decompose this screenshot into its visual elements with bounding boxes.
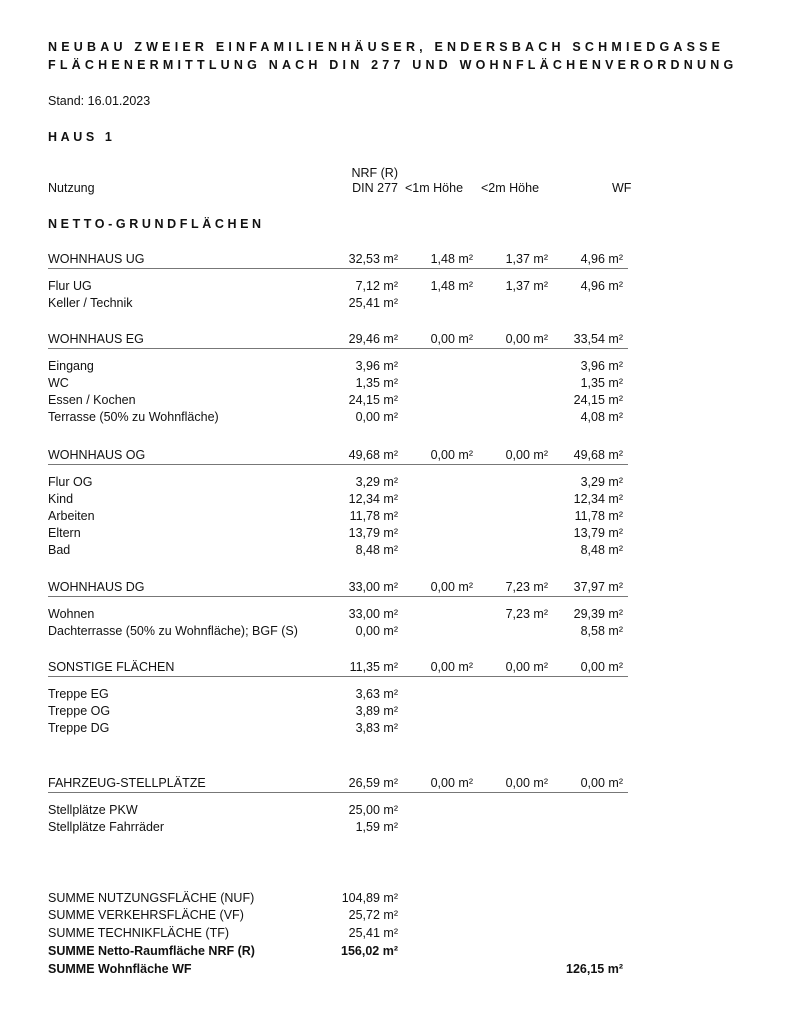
summary-cell-nrf: 156,02 m² — [341, 944, 398, 958]
item-row — [48, 542, 628, 559]
summary-cell-name: SUMME Wohnfläche WF — [48, 962, 192, 976]
item-cell-wf: 1,35 m² — [580, 376, 623, 390]
item-cell-name: Keller / Technik — [48, 296, 133, 310]
item-cell-nrf: 33,00 m² — [348, 607, 398, 621]
item-cell-name: Wohnen — [48, 607, 95, 621]
item-cell-nrf: 12,34 m² — [348, 492, 398, 506]
group-cell-name: WOHNHAUS OG — [48, 448, 146, 462]
item-cell-nrf: 3,96 m² — [355, 359, 398, 373]
group-cell-nrf: 33,00 m² — [348, 580, 398, 594]
group-cell-lt1m: 0,00 m² — [430, 660, 473, 674]
column-header-wf: WF — [612, 181, 632, 195]
section-title: NETTO-GRUNDFLÄCHEN — [48, 217, 265, 231]
item-cell-wf: 3,96 m² — [580, 359, 623, 373]
item-cell-wf: 13,79 m² — [573, 526, 623, 540]
item-cell-wf: 3,29 m² — [580, 475, 623, 489]
group-cell-lt1m: 0,00 m² — [430, 580, 473, 594]
summary-row — [48, 890, 628, 907]
summary-cell-nrf: 25,72 m² — [348, 908, 398, 922]
item-cell-wf: 12,34 m² — [573, 492, 623, 506]
summary-row — [48, 925, 628, 942]
summary-cell-wf: 126,15 m² — [566, 962, 623, 976]
item-row — [48, 491, 628, 508]
summary-cell-name: SUMME NUTZUNGSFLÄCHE (NUF) — [48, 891, 255, 905]
group-cell-lt2m: 1,37 m² — [505, 252, 548, 266]
group-cell-nrf: 26,59 m² — [348, 776, 398, 790]
summary-cell-name: SUMME VERKEHRSFLÄCHE (VF) — [48, 908, 244, 922]
group-cell-wf: 33,54 m² — [573, 332, 623, 346]
column-header-lt1m: <1m Höhe — [405, 181, 464, 195]
summary-cell-name: SUMME Netto-Raumfläche NRF (R) — [48, 944, 255, 958]
item-row — [48, 392, 628, 409]
group-cell-wf: 4,96 m² — [580, 252, 623, 266]
group-row — [48, 251, 628, 269]
item-cell-name: Arbeiten — [48, 509, 95, 523]
item-row — [48, 474, 628, 491]
group-cell-name: SONSTIGE FLÄCHEN — [48, 660, 175, 674]
item-cell-nrf: 0,00 m² — [355, 624, 398, 638]
column-header-nrf-line-2: DIN 277 — [352, 181, 398, 195]
group-row — [48, 579, 628, 597]
item-row — [48, 525, 628, 542]
item-row — [48, 295, 628, 312]
item-cell-nrf: 0,00 m² — [355, 410, 398, 424]
item-cell-nrf: 7,12 m² — [355, 279, 398, 293]
item-row — [48, 358, 628, 375]
item-cell-wf: 8,48 m² — [580, 543, 623, 557]
item-cell-nrf: 11,78 m² — [349, 509, 398, 523]
item-cell-wf: 24,15 m² — [573, 393, 623, 407]
item-row — [48, 278, 628, 295]
item-cell-nrf: 8,48 m² — [355, 543, 398, 557]
item-cell-name: Terrasse (50% zu Wohnfläche) — [48, 410, 219, 424]
group-cell-wf: 49,68 m² — [573, 448, 623, 462]
item-row — [48, 720, 628, 737]
group-cell-name: WOHNHAUS DG — [48, 580, 145, 594]
item-cell-nrf: 3,29 m² — [355, 475, 398, 489]
group-cell-nrf: 29,46 m² — [348, 332, 398, 346]
document-title-line-1: NEUBAU ZWEIER EINFAMILIENHÄUSER, ENDERSBACH SCHMIEDGASSE — [48, 40, 725, 54]
group-cell-name: FAHRZEUG-STELLPLÄTZE — [48, 776, 206, 790]
group-cell-lt1m: 0,00 m² — [430, 332, 473, 346]
group-cell-nrf: 49,68 m² — [348, 448, 398, 462]
item-cell-nrf: 3,83 m² — [355, 721, 398, 735]
summary-row — [48, 961, 628, 978]
item-cell-name: Stellplätze PKW — [48, 803, 138, 817]
summary-cell-name: SUMME TECHNIKFLÄCHE (TF) — [48, 926, 230, 940]
item-cell-lt2m: 1,37 m² — [505, 279, 548, 293]
item-cell-nrf: 1,59 m² — [355, 820, 398, 834]
item-row — [48, 686, 628, 703]
group-cell-lt2m: 0,00 m² — [505, 776, 548, 790]
summary-row — [48, 943, 628, 960]
item-cell-nrf: 3,63 m² — [355, 687, 398, 701]
group-cell-lt1m: 1,48 m² — [430, 252, 473, 266]
summary-row — [48, 907, 628, 924]
group-cell-name: WOHNHAUS UG — [48, 252, 145, 266]
item-cell-name: Treppe EG — [48, 687, 109, 701]
item-cell-wf: 8,58 m² — [580, 624, 623, 638]
item-cell-name: Eingang — [48, 359, 94, 373]
column-header-lt2m: <2m Höhe — [481, 181, 540, 195]
item-row — [48, 703, 628, 720]
item-row — [48, 623, 628, 640]
date-stamp: Stand: 16.01.2023 — [48, 94, 151, 108]
item-cell-name: Dachterrasse (50% zu Wohnfläche); BGF (S) — [48, 624, 298, 638]
summary-cell-nrf: 104,89 m² — [341, 891, 398, 905]
group-cell-lt2m: 7,23 m² — [505, 580, 548, 594]
item-cell-wf: 29,39 m² — [573, 607, 623, 621]
item-cell-nrf: 25,41 m² — [348, 296, 398, 310]
column-header-nrf-line-1: NRF (R) — [351, 166, 398, 180]
group-cell-wf: 0,00 m² — [580, 776, 623, 790]
group-row — [48, 447, 628, 465]
item-cell-nrf: 1,35 m² — [355, 376, 398, 390]
item-cell-nrf: 3,89 m² — [355, 704, 398, 718]
item-row — [48, 508, 628, 525]
item-cell-lt1m: 1,48 m² — [430, 279, 473, 293]
item-cell-name: Eltern — [48, 526, 81, 540]
group-cell-lt1m: 0,00 m² — [430, 448, 473, 462]
item-row — [48, 375, 628, 392]
group-cell-wf: 37,97 m² — [573, 580, 623, 594]
item-cell-wf: 11,78 m² — [574, 509, 623, 523]
item-cell-wf: 4,96 m² — [580, 279, 623, 293]
item-cell-name: Stellplätze Fahrräder — [48, 820, 165, 834]
group-row — [48, 331, 628, 349]
item-cell-name: Essen / Kochen — [48, 393, 136, 407]
item-cell-name: WC — [48, 376, 69, 390]
item-cell-name: Bad — [48, 543, 71, 557]
item-cell-nrf: 13,79 m² — [348, 526, 398, 540]
item-cell-nrf: 25,00 m² — [348, 803, 398, 817]
group-cell-lt2m: 0,00 m² — [505, 332, 548, 346]
item-cell-nrf: 24,15 m² — [348, 393, 398, 407]
group-cell-name: WOHNHAUS EG — [48, 332, 144, 346]
item-cell-name: Kind — [48, 492, 74, 506]
column-header-nrf — [338, 166, 398, 196]
group-cell-lt2m: 0,00 m² — [505, 660, 548, 674]
group-cell-nrf: 11,35 m² — [349, 660, 398, 674]
group-cell-nrf: 32,53 m² — [348, 252, 398, 266]
group-row — [48, 775, 628, 793]
column-header-nutzung: Nutzung — [48, 181, 95, 195]
item-cell-name: Flur OG — [48, 475, 93, 489]
group-cell-lt2m: 0,00 m² — [505, 448, 548, 462]
summary-cell-nrf: 25,41 m² — [348, 926, 398, 940]
item-cell-lt2m: 7,23 m² — [505, 607, 548, 621]
item-row — [48, 802, 628, 819]
item-cell-wf: 4,08 m² — [580, 410, 623, 424]
item-row — [48, 819, 628, 836]
document-title-line-2: FLÄCHENERMITTLUNG NACH DIN 277 UND WOHNFLÄCHENVERORDNUNG — [48, 58, 738, 72]
item-cell-name: Treppe OG — [48, 704, 111, 718]
group-cell-wf: 0,00 m² — [580, 660, 623, 674]
house-heading: HAUS 1 — [48, 130, 116, 144]
item-row — [48, 409, 628, 426]
item-cell-name: Flur UG — [48, 279, 92, 293]
group-cell-lt1m: 0,00 m² — [430, 776, 473, 790]
group-row — [48, 659, 628, 677]
item-cell-name: Treppe DG — [48, 721, 110, 735]
item-row — [48, 606, 628, 623]
